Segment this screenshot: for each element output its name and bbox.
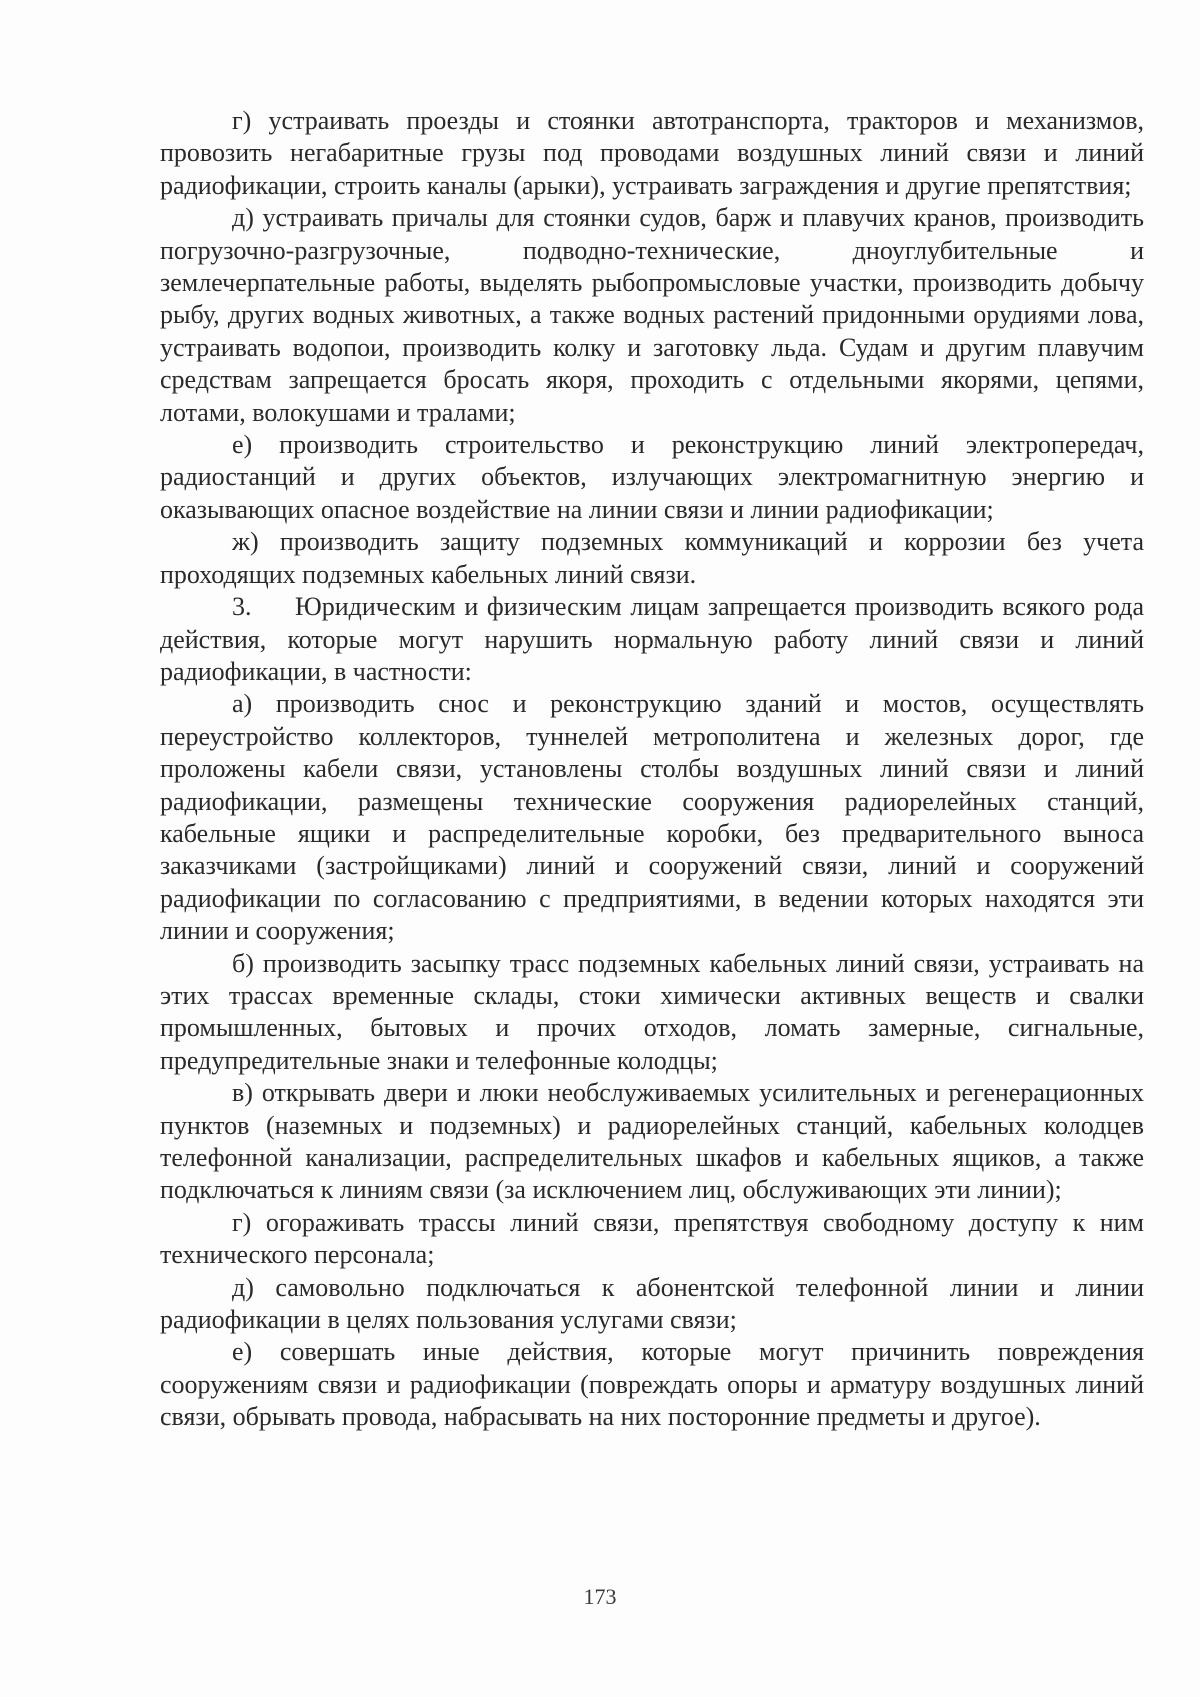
paragraph-v-doors-hatches: в) открывать двери и люки необслуживаемых усилительных и регенерационных пунктов (наземных и подземных) и радиорелейных станций, кабельных колодцев телефонной канализации, распределительных шкафов и кабельных ящиков, а также подключаться к линиям связи (за исключением лиц, обслуживающих эти линии); <box>160 1078 1144 1205</box>
paragraph-b-backfilling: б) производить засыпку трасс подземных кабельных линий связи, устраивать на этих трассах временные склады, стоки химически активных веществ и свалки промышленных, бытовых и прочих отходов, ломать замерные, сигнальные, предупредительные знаки и телефонные колодцы; <box>160 948 1144 1075</box>
page-number: 173 <box>583 1584 617 1609</box>
document-body <box>160 105 1144 1434</box>
paragraph-g-driveways: г) устраивать проезды и стоянки автотранспорта, тракторов и механизмов, провозить негабаритные грузы под проводами воздушных линий связи и линий радиофикации, строить каналы (арыки), устраивать заграждения и другие препятствия; <box>160 106 1144 200</box>
paragraph-e-other-actions: е) совершать иные действия, которые могут причинить повреждения сооружениям связи и радиофикации (повреждать опоры и арматуру воздушных линий связи, обрывать провода, набрасывать на них посторонние предметы и другое). <box>160 1337 1144 1432</box>
paragraph-3-prohibited-actions: 3. Юридическим и физическим лицам запрещается производить всякого рода действия, которые могут нарушить нормальную работу линий связи и линий радиофикации, в частности: <box>160 592 1144 686</box>
paragraph-d-moorings: д) устраивать причалы для стоянки судов, барж и плавучих кранов, производить погрузочно-разгрузочные, подводно-технические, дноуглубительные и землечерпательные работы, выделять рыбопромысловые участки, производить добычу рыбу, других водных животных, а также водных растений придонными орудиями лова, устраивать водопои, производить колку и заготовку льда. Судам и другим плавучим средствам запрещается бросать якоря, проходить с отдельными якорями, цепями, лотами, волокушами и тралами; <box>160 203 1144 427</box>
paragraph-zh-corrosion: ж) производить защиту подземных коммуникаций и коррозии без учета проходящих подземных кабельных линий связи. <box>160 527 1144 589</box>
paragraph-g-fencing: г) огораживать трассы линий связи, препятствуя свободному доступу к ним технического персонала; <box>160 1207 1144 1270</box>
paragraph-a-demolition: а) производить снос и реконструкцию зданий и мостов, осуществлять переустройство коллекторов, туннелей метрополитена и железных дорог, где проложены кабели связи, установлены столбы воздушных линий связи и линий радиофикации, размещены технические сооружения радиорелейных станций, кабельные ящики и распределительные коробки, без предварительного выноса заказчиками (застройщиками) линий и сооружений связи, линий и сооружений радиофикации по согласованию с предприятиями, в ведении которых находятся эти линии и сооружения; <box>160 689 1144 946</box>
paragraph-d-unauthorized-connection: д) самовольно подключаться к абонентской телефонной линии и линии радиофикации в целях пользования услугами связи; <box>160 1272 1144 1335</box>
paragraph-e-power-lines: е) производить строительство и реконструкцию линий электропередач, радиостанций и других объектов, излучающих электромагнитную энергию и оказывающих опасное воздействие на линии связи и линии радиофикации; <box>160 430 1144 524</box>
